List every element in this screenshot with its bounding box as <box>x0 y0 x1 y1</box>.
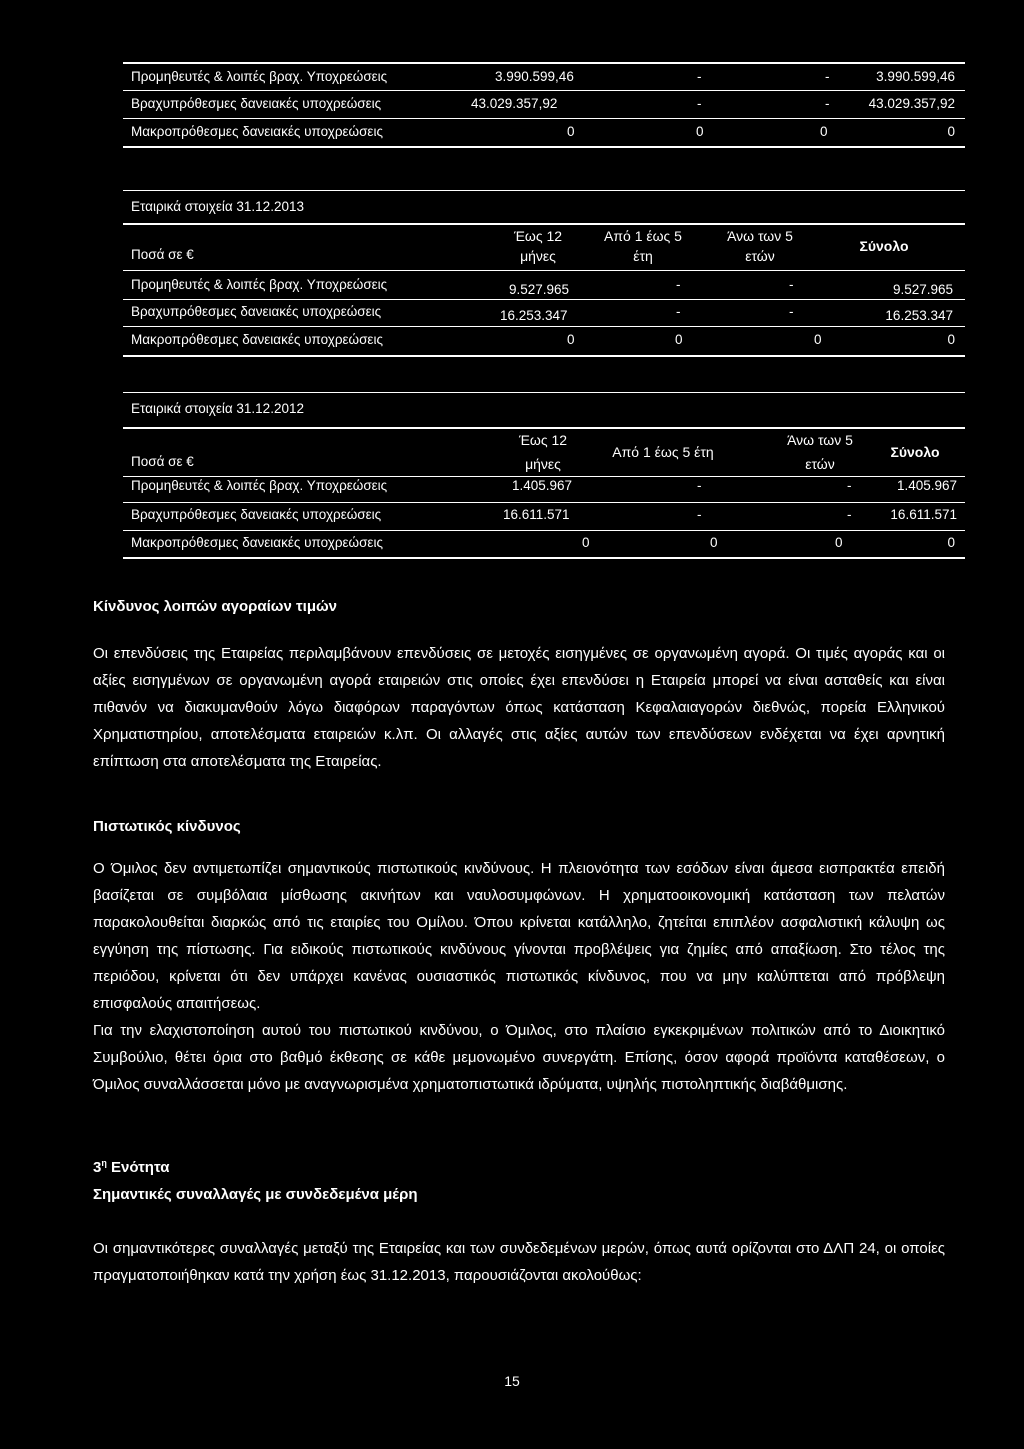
table-rule <box>123 427 965 429</box>
table-rule <box>123 355 965 357</box>
amount-unit-label: Ποσά σε € <box>131 454 194 469</box>
table-title: Εταιρικά στοιχεία 31.12.2012 <box>131 401 304 416</box>
column-header-total: Σύνολο <box>859 238 909 254</box>
column-header-up-to-12-months: Έως 12 μήνες <box>518 432 568 472</box>
amount-unit-label: Ποσά σε € <box>131 247 194 262</box>
section-heading-market-risk: Κίνδυνος λοιπών αγοραίων τιμών <box>93 598 338 615</box>
column-header-over-5-years: Άνω των 5 ετών <box>727 228 793 264</box>
table-rule <box>123 146 965 148</box>
section-subheading-related-parties: Σημαντικές συναλλαγές με συνδεδεμένα μέρη <box>93 1186 418 1203</box>
table-rule <box>123 557 965 559</box>
column-header-over-5-years: Άνω των 5 ετών <box>787 432 853 472</box>
table-row: Προμηθευτές & λοιπές βραχ. Υποχρεώσεις 1.405.967 - - 1.405.967 <box>131 478 957 493</box>
credit-risk-paragraph: Ο Όμιλος δεν αντιμετωπίζει σημαντικούς πιστωτικούς κινδύνους. Η πλειονότητα των εσόδων είναι άμεσα εισπρακτέα επειδή βασίζεται σε συμβόλαια μίσθωσης ακινήτων και ναυλοσυμφώνων. Η χρηματοοικονομική κατάσταση των πελατών παρακολουθείται διαρκώς από τις εταιρίες του Ομίλου. Όπου κρίνεται κατάλληλο, ζητείται επιπλέον ασφαλιστική κάλυψη ως εγγύηση της πίστωσης. Για ειδικούς πιστωτικούς κινδύνους γίνονται προβλέψεις για ζημίες από απαξίωση. Στο τέλος της περιόδου, κρίνεται ότι δεν υπάρχει κανένας ουσιαστικός πιστωτικός κίνδυνος, που να μην καλύπτεται από πρόβλεψη επισφαλούς απαιτήσεως. Για την ελαχιστοποίηση αυτού του πιστωτικού κινδύνου, ο Όμιλος, στο πλαίσιο εγκεκριμένων πολιτικών από το Διοικητικό Συμβούλιο, θέτει όρια στο βαθμό έκθεσης σε κάθε μεμονωμένο συνεργάτη. Επίσης, όσον αφορά προϊόντα καταθέσεων, ο Όμιλος συναλλάσσεται μόνο με αναγνωρισμένα χρηματοπιστωτικά ιδρύματα, υψηλής πιστοληπτικής διαβάθμισης. <box>93 860 945 1093</box>
table-rule <box>123 326 965 327</box>
page-number: 15 <box>504 1373 520 1389</box>
table-row: Μακροπρόθεσμες δανειακές υποχρεώσεις 0 0 0 0 <box>131 124 955 139</box>
column-header-1-to-5-years: Από 1 έως 5 έτη <box>604 228 682 264</box>
table-row: Μακροπρόθεσμες δανειακές υποχρεώσεις 0 0 0 0 <box>131 535 955 550</box>
table-title: Εταιρικά στοιχεία 31.12.2013 <box>131 199 304 214</box>
table-rule <box>123 62 965 64</box>
table-rule <box>123 118 965 119</box>
market-risk-paragraph: Οι επενδύσεις της Εταιρείας περιλαμβάνουν επενδύσεις σε μετοχές εισηγμένες σε οργανωμένη αγορά. Οι τιμές αγοράς και οι αξίες εισηγμένων σε οργανωμένη αγορά εταιρειών στις οποίες έχει επενδύσει η Εταιρεία μπορεί να είναι ασταθείς και είναι πιθανόν να διακυμανθούν λόγω διαφόρων παραγόντων όπως κατάσταση Κεφαλαιαγορών διεθνώς, πορεία Ελληνικού Χρηματιστηρίου, αποτελέσματα εταιρειών κ.λπ. Οι αλλαγές στις αξίες αυτών των επενδύσεων ενδέχεται να έχει αρνητική επίπτωση στα αποτελέσματα της Εταιρείας. <box>93 645 945 770</box>
column-header-up-to-12-months: Έως 12 μήνες <box>513 228 563 264</box>
table-rule <box>123 223 965 225</box>
table-rule <box>123 270 965 271</box>
table-row: Μακροπρόθεσμες δανειακές υποχρεώσεις 0 0 0 0 <box>131 332 955 347</box>
section-number-heading: $3^\eta$ Ενότητα <box>93 1158 170 1176</box>
related-parties-paragraph: Οι σημαντικότερες συναλλαγές μεταξύ της Εταιρείας και των συνδεδεμένων μερών, όπως αυτά ορίζονται στο ΔΛΠ 24, οι οποίες πραγματοποιήθηκαν κατά την χρήση έως 31.12.2013, παρουσιάζονται ακολούθως: <box>93 1240 945 1284</box>
table-row: Βραχυπρόθεσμες δανειακές υποχρεώσεις 16.253.347 - - 16.253.347 <box>131 304 953 323</box>
table-rule <box>123 392 965 393</box>
table-row: Προμηθευτές & λοιπές βραχ. Υποχρεώσεις 9.527.965 - - 9.527.965 <box>131 277 953 297</box>
table-row: Βραχυπρόθεσμες δανειακές υποχρεώσεις 43.029.357,92 - - 43.029.357,92 <box>131 96 955 111</box>
table-rule <box>123 90 965 91</box>
column-header-total: Σύνολο <box>890 444 940 460</box>
column-header-1-to-5-years: Από 1 έως 5 έτη <box>612 444 714 460</box>
section-heading-credit-risk: Πιστωτικός κίνδυνος <box>93 818 241 835</box>
table-rule <box>123 190 965 191</box>
table-row: Βραχυπρόθεσμες δανειακές υποχρεώσεις 16.611.571 - - 16.611.571 <box>131 507 957 522</box>
table-row: Προμηθευτές & λοιπές βραχ. Υποχρεώσεις 3.990.599,46 - - 3.990.599,46 <box>131 69 955 84</box>
